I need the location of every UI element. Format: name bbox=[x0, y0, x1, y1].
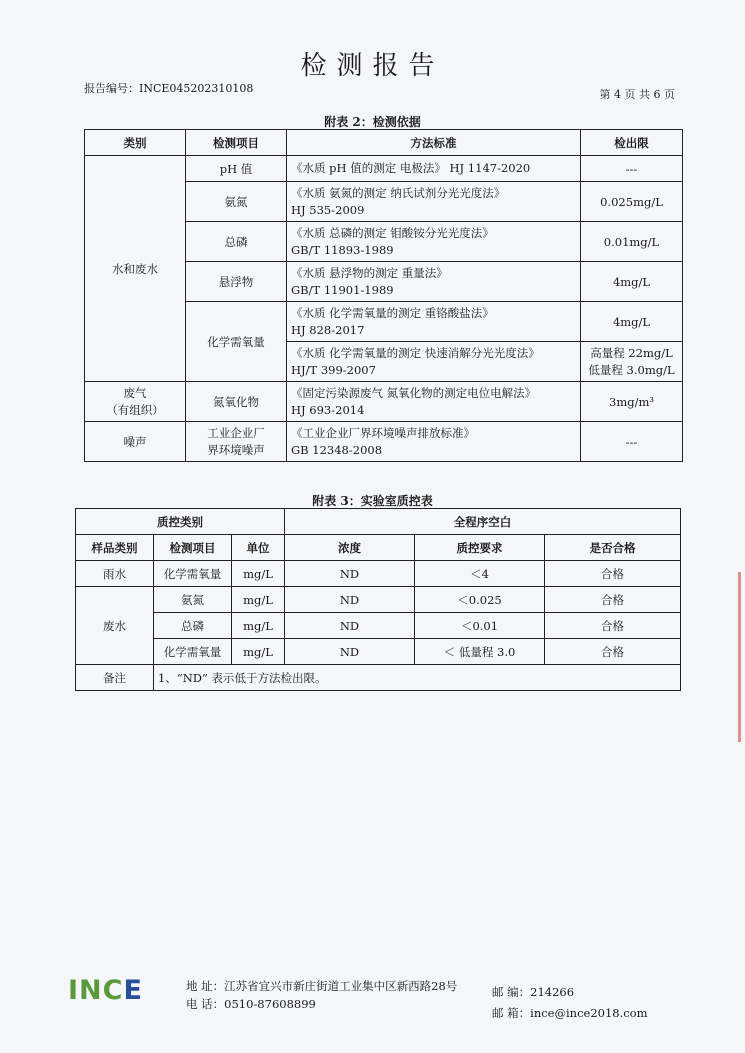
item-cell: 工业企业厂 界环境噪声 bbox=[186, 422, 287, 462]
table-row bbox=[85, 156, 683, 182]
method-cell: 《水质 总磷的测定 钼酸铵分光光度法》 GB/T 11893-1989 bbox=[287, 222, 581, 262]
pass-cell: 合格 bbox=[545, 639, 681, 665]
limit-cell: --- bbox=[581, 422, 683, 462]
item-cell: 氨氮 bbox=[186, 182, 287, 222]
note-label: 备注 bbox=[76, 665, 154, 691]
method-cell: 《工业企业厂界环境噪声排放标准》 GB 12348-2008 bbox=[287, 422, 581, 462]
unit-cell: mg/L bbox=[232, 639, 285, 665]
group-header-blank: 全程序空白 bbox=[285, 509, 681, 535]
col-header-category: 类别 bbox=[85, 130, 186, 156]
col-header-unit: 单位 bbox=[232, 535, 285, 561]
pass-cell: 合格 bbox=[545, 561, 681, 587]
method-cell: 《固定污染源废气 氮氧化物的测定电位电解法》 HJ 693-2014 bbox=[287, 382, 581, 422]
quality-control-table bbox=[75, 508, 681, 691]
company-logo: INCE bbox=[68, 975, 143, 1006]
detection-basis-table bbox=[84, 129, 683, 462]
concentration-cell: ND bbox=[285, 613, 415, 639]
table3-caption: 附表 3：实验室质控表 bbox=[312, 494, 433, 508]
table-row bbox=[76, 613, 681, 639]
col-header-sample: 样品类别 bbox=[76, 535, 154, 561]
footer-postcode: 邮 编：214266 bbox=[492, 985, 575, 999]
item-cell: 氨氮 bbox=[154, 587, 232, 613]
unit-cell: mg/L bbox=[232, 561, 285, 587]
page-title: 检测报告 bbox=[300, 51, 445, 81]
partial-red-stamp bbox=[716, 572, 741, 742]
unit-cell: mg/L bbox=[232, 587, 285, 613]
footer-phone: 电 话：0510-87608899 bbox=[186, 997, 316, 1011]
limit-cell: 0.025mg/L bbox=[581, 182, 683, 222]
category-cell: 废气 （有组织） bbox=[85, 382, 186, 422]
col-header-limit: 检出限 bbox=[581, 130, 683, 156]
concentration-cell: ND bbox=[285, 561, 415, 587]
item-cell: 化学需氧量 bbox=[186, 302, 287, 382]
table-header-row bbox=[85, 130, 683, 156]
table-row bbox=[76, 639, 681, 665]
item-cell: 化学需氧量 bbox=[154, 561, 232, 587]
footer-email: 邮 箱：ince@ince2018.com bbox=[492, 1006, 648, 1020]
note-row bbox=[76, 665, 681, 691]
item-cell: 化学需氧量 bbox=[154, 639, 232, 665]
col-header-item: 检测项目 bbox=[186, 130, 287, 156]
table-row bbox=[85, 382, 683, 422]
item-cell: 总磷 bbox=[186, 222, 287, 262]
pass-cell: 合格 bbox=[545, 587, 681, 613]
limit-cell: 高量程 22mg/L 低量程 3.0mg/L bbox=[581, 342, 683, 382]
table-row bbox=[76, 587, 681, 613]
requirement-cell: ＜ 低量程 3.0 bbox=[415, 639, 545, 665]
table-row bbox=[76, 561, 681, 587]
unit-cell: mg/L bbox=[232, 613, 285, 639]
limit-cell: --- bbox=[581, 156, 683, 182]
requirement-cell: ＜0.025 bbox=[415, 587, 545, 613]
method-cell: 《水质 化学需氧量的测定 重铬酸盐法》 HJ 828-2017 bbox=[287, 302, 581, 342]
sample-cell: 废水 bbox=[76, 587, 154, 665]
method-cell: 《水质 氨氮的测定 纳氏试剂分光光度法》 HJ 535-2009 bbox=[287, 182, 581, 222]
col-header-requirement: 质控要求 bbox=[415, 535, 545, 561]
category-cell: 水和废水 bbox=[85, 156, 186, 382]
requirement-cell: ＜4 bbox=[415, 561, 545, 587]
table2-caption: 附表 2：检测依据 bbox=[324, 115, 421, 129]
method-cell: 《水质 化学需氧量的测定 快速消解分光光度法》 HJ/T 399-2007 bbox=[287, 342, 581, 382]
col-header-item: 检测项目 bbox=[154, 535, 232, 561]
item-cell: pH 值 bbox=[186, 156, 287, 182]
page-number: 第 4 页 共 6 页 bbox=[599, 88, 675, 101]
table-group-header-row bbox=[76, 509, 681, 535]
limit-cell: 4mg/L bbox=[581, 262, 683, 302]
item-cell: 悬浮物 bbox=[186, 262, 287, 302]
col-header-pass: 是否合格 bbox=[545, 535, 681, 561]
limit-cell: 0.01mg/L bbox=[581, 222, 683, 262]
report-number: 报告编号：INCE045202310108 bbox=[84, 82, 254, 95]
pass-cell: 合格 bbox=[545, 613, 681, 639]
table-header-row bbox=[76, 535, 681, 561]
concentration-cell: ND bbox=[285, 587, 415, 613]
limit-cell: 3mg/m³ bbox=[581, 382, 683, 422]
sample-cell: 雨水 bbox=[76, 561, 154, 587]
item-cell: 氮氧化物 bbox=[186, 382, 287, 422]
note-text: 1、“ND” 表示低于方法检出限。 bbox=[154, 665, 681, 691]
col-header-concentration: 浓度 bbox=[285, 535, 415, 561]
table-row bbox=[85, 422, 683, 462]
concentration-cell: ND bbox=[285, 639, 415, 665]
col-header-method: 方法标准 bbox=[287, 130, 581, 156]
category-cell: 噪声 bbox=[85, 422, 186, 462]
requirement-cell: ＜0.01 bbox=[415, 613, 545, 639]
group-header-qc: 质控类别 bbox=[76, 509, 285, 535]
limit-cell: 4mg/L bbox=[581, 302, 683, 342]
footer-address: 地 址：江苏省宜兴市新庄街道工业集中区新西路28号 bbox=[186, 979, 458, 993]
item-cell: 总磷 bbox=[154, 613, 232, 639]
method-cell: 《水质 pH 值的测定 电极法》 HJ 1147-2020 bbox=[287, 156, 581, 182]
method-cell: 《水质 悬浮物的测定 重量法》 GB/T 11901-1989 bbox=[287, 262, 581, 302]
